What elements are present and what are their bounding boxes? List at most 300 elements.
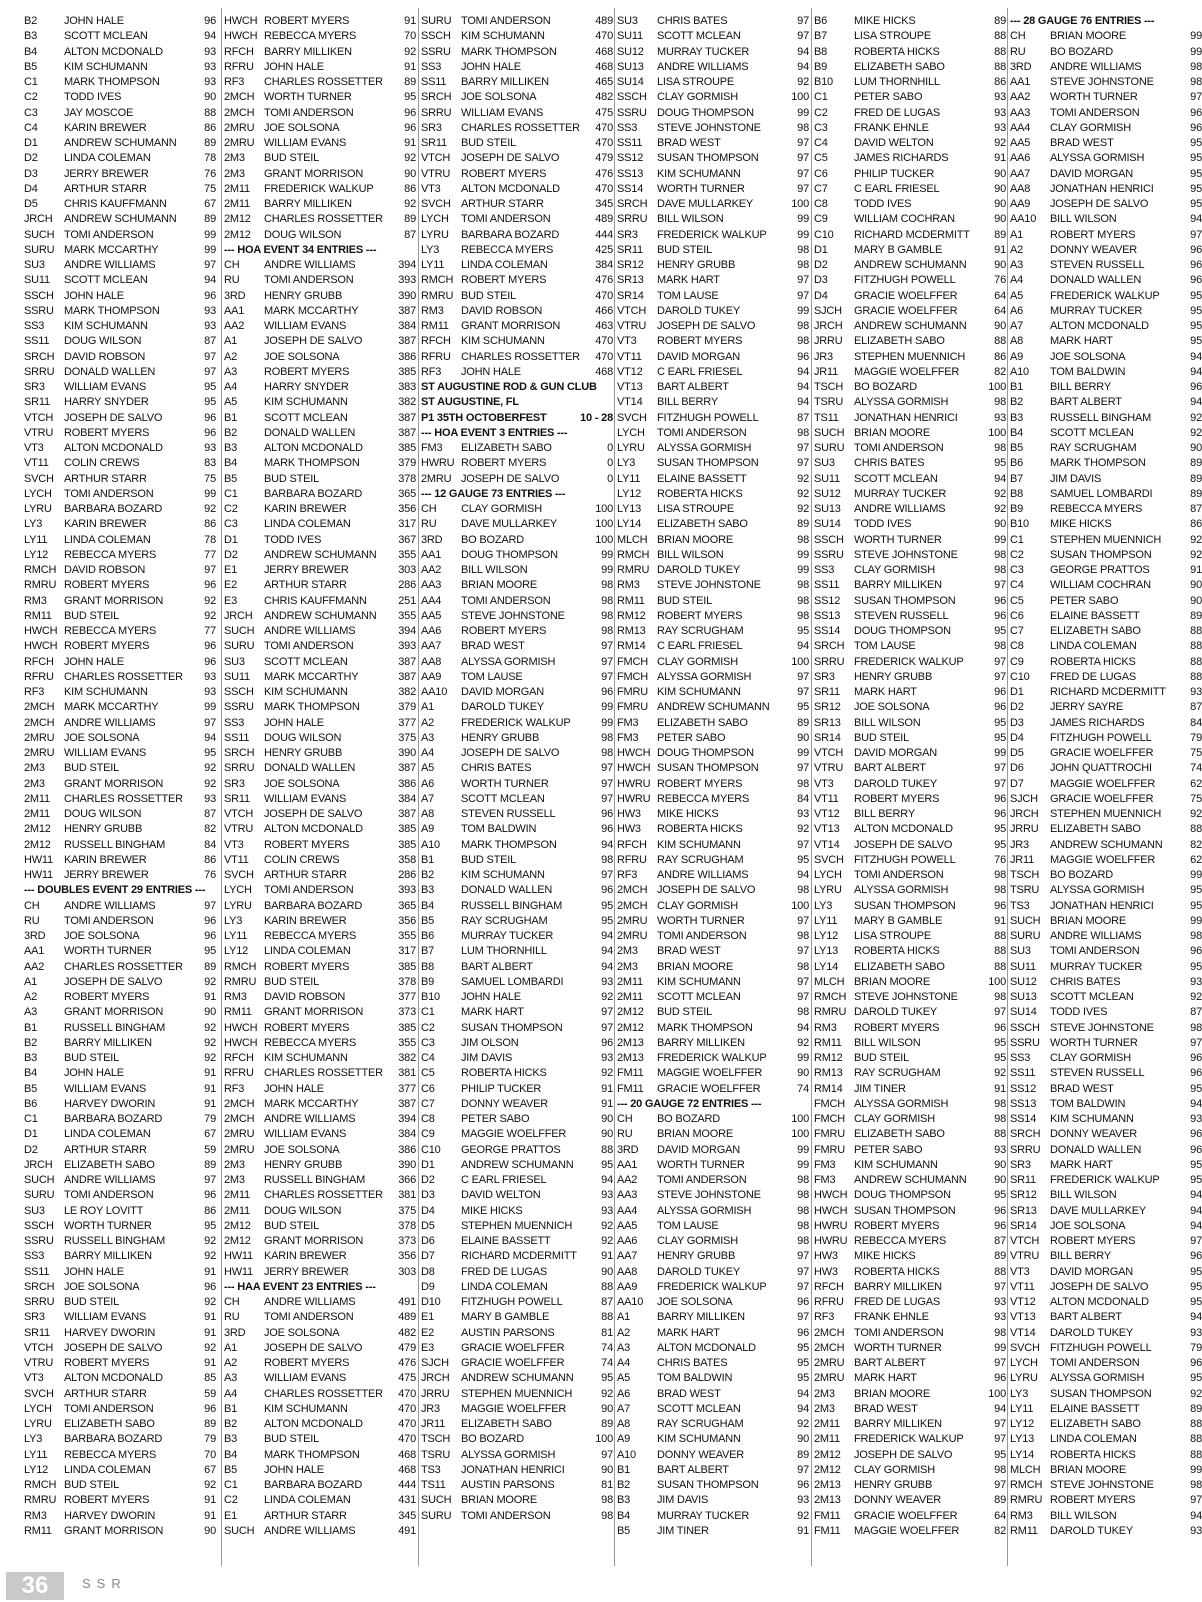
score: 476 — [398, 1357, 416, 1369]
result-row — [24, 472, 216, 487]
class-code: 2M3 — [24, 777, 45, 790]
shooter-name: KIM SCHUMANN — [461, 869, 545, 881]
result-row — [24, 1448, 216, 1463]
class-code: CH — [224, 1296, 240, 1308]
score: 98 — [797, 960, 809, 973]
shooter-name: ELIZABETH SABO — [657, 716, 748, 729]
class-code: D7 — [1010, 777, 1024, 790]
shooter-name: HENRY GRUBB — [657, 259, 736, 271]
score: 97 — [797, 167, 809, 180]
shooter-name: CHARLES ROSSETTER — [264, 213, 383, 226]
result-row — [1010, 975, 1202, 990]
class-code: SURU — [24, 1189, 55, 1202]
score: 96 — [601, 808, 613, 820]
shooter-name: BILL WILSON — [657, 548, 724, 561]
score: 62 — [1190, 777, 1202, 790]
result-row — [224, 45, 416, 60]
result-row — [1010, 761, 1202, 776]
score: 96 — [1190, 243, 1202, 256]
shooter-name: LINDA COLEMAN — [64, 1463, 151, 1476]
result-row — [814, 258, 1006, 273]
result-row — [1010, 533, 1202, 548]
result-row — [421, 1143, 613, 1158]
score: 468 — [398, 1448, 416, 1461]
class-code: A5 — [224, 396, 238, 409]
class-code: HWCH — [224, 1021, 258, 1034]
shooter-name: JOHN HALE — [64, 1265, 124, 1278]
result-row — [421, 182, 613, 197]
result-row — [617, 1310, 809, 1325]
result-row — [617, 136, 809, 151]
shooter-name: LINDA COLEMAN — [264, 945, 351, 958]
score: 378 — [398, 1219, 416, 1232]
result-row — [421, 883, 613, 898]
result-row — [421, 350, 613, 365]
class-code: SSCH — [24, 289, 54, 302]
result-row — [24, 243, 216, 258]
class-code: RM3 — [617, 579, 640, 592]
score: 86 — [1190, 518, 1202, 531]
score: 94 — [601, 1174, 613, 1186]
class-code: LY14 — [617, 518, 642, 531]
class-code: C5 — [1010, 594, 1024, 607]
class-code: SR11 — [617, 243, 643, 256]
score: 91 — [404, 15, 416, 27]
result-row — [421, 899, 613, 914]
result-row — [24, 441, 216, 456]
shooter-name: ROBERT MYERS — [461, 625, 547, 637]
score: 98 — [797, 1006, 809, 1019]
result-row — [421, 1280, 613, 1295]
result-row — [617, 975, 809, 990]
class-code: VT14 — [814, 838, 840, 851]
class-code: VT13 — [814, 823, 840, 836]
result-row — [24, 90, 216, 105]
result-row — [814, 1493, 1006, 1508]
result-row — [1010, 594, 1202, 609]
class-code: C4 — [814, 137, 828, 149]
class-code: FM3 — [617, 716, 639, 729]
shooter-name: BUD STEIL — [854, 731, 910, 744]
score: 475 — [595, 106, 613, 119]
class-code: RMRU — [617, 564, 650, 576]
score: 95 — [1190, 320, 1202, 332]
score: 92 — [994, 1067, 1006, 1080]
score: 379 — [398, 701, 416, 714]
class-code: LYRU — [421, 228, 449, 241]
shooter-name: KARIN BREWER — [64, 853, 147, 866]
class-code: D4 — [421, 1204, 435, 1217]
class-code: SU3 — [24, 259, 45, 271]
score: 95 — [1190, 884, 1202, 897]
result-row — [421, 700, 613, 715]
result-row — [814, 75, 1006, 90]
score: 355 — [398, 548, 416, 561]
class-code: A1 — [224, 335, 238, 348]
result-row — [1010, 883, 1202, 898]
result-row — [1010, 1127, 1202, 1142]
shooter-name: DAVID ROBSON — [64, 350, 146, 363]
class-code: B7 — [1010, 472, 1024, 485]
class-code: A9 — [1010, 350, 1024, 363]
class-code: C7 — [814, 182, 828, 195]
class-code: LYRU — [617, 442, 645, 454]
shooter-name: STEVEN RUSSELL — [461, 808, 556, 820]
shooter-name: LINDA COLEMAN — [461, 259, 548, 271]
class-code: 3RD — [1010, 60, 1032, 73]
score: 98 — [994, 1097, 1006, 1110]
shooter-name: ALYSSA GORMISH — [854, 884, 949, 897]
class-code: RU — [1010, 45, 1026, 58]
score: 355 — [398, 930, 416, 942]
class-code: SS3 — [24, 320, 45, 332]
result-row — [421, 1417, 613, 1432]
result-row — [617, 167, 809, 182]
shooter-name: SUSAN THOMPSON — [854, 899, 956, 912]
class-code: C9 — [1010, 655, 1024, 668]
shooter-name: LINDA COLEMAN — [461, 1280, 548, 1293]
class-code: AA2 — [224, 320, 245, 332]
shooter-name: FREDERICK WALKUP — [657, 1052, 767, 1064]
shooter-name: REBECCA MYERS — [264, 930, 357, 942]
shooter-name: SAMUEL LOMBARDI — [1050, 487, 1153, 500]
class-code: D1 — [24, 137, 38, 149]
result-row — [24, 1051, 216, 1066]
result-row — [1010, 151, 1202, 166]
shooter-name: STEPHEN MUENNICH — [461, 1387, 573, 1400]
class-code: RFRU — [617, 853, 647, 866]
score: 93 — [204, 320, 216, 332]
class-code: C8 — [1010, 640, 1024, 653]
class-code: C4 — [1010, 579, 1024, 592]
result-row — [224, 594, 416, 609]
class-code: RM3 — [814, 1021, 837, 1034]
shooter-name: ALYSSA GORMISH — [1050, 152, 1145, 165]
shooter-name: DONALD WALLEN — [1050, 274, 1142, 287]
score: 92 — [204, 503, 216, 515]
class-code: JRCH — [421, 1372, 450, 1385]
class-code: SURU — [24, 243, 55, 256]
class-code: SU11 — [24, 274, 50, 287]
result-row — [1010, 1173, 1202, 1188]
class-code: D3 — [24, 167, 38, 180]
class-code: SURU — [1010, 930, 1041, 942]
result-row — [24, 1310, 216, 1325]
score: 387 — [398, 426, 416, 439]
result-row — [421, 1127, 613, 1142]
shooter-name: TOMI ANDERSON — [64, 487, 154, 500]
shooter-name: TOMI ANDERSON — [854, 869, 944, 881]
shooter-name: STEPHEN MUENNICH — [1050, 808, 1162, 820]
shooter-name: JIM DAVIS — [657, 1494, 709, 1507]
score: 97 — [797, 457, 809, 470]
shooter-name: DAVID ROBSON — [64, 564, 146, 576]
result-row — [224, 1051, 416, 1066]
shooter-name: WILLIAM COCHRAN — [1050, 579, 1151, 592]
result-row — [617, 197, 809, 212]
score: 98 — [797, 777, 809, 790]
result-row — [24, 1066, 216, 1081]
class-code: C7 — [1010, 625, 1024, 637]
result-row — [814, 1280, 1006, 1295]
shooter-name: BO BOZARD — [1050, 45, 1113, 58]
result-row — [1010, 1265, 1202, 1280]
class-code: A2 — [617, 1326, 631, 1339]
score: 85 — [204, 1372, 216, 1385]
result-row — [617, 1387, 809, 1402]
result-row — [1010, 1112, 1202, 1127]
class-code: C10 — [1010, 670, 1030, 683]
score: 90 — [994, 167, 1006, 180]
shooter-name: JOSEPH DE SALVO — [461, 152, 560, 165]
result-row — [421, 304, 613, 319]
result-row — [1010, 990, 1202, 1005]
class-code: AA4 — [421, 594, 442, 607]
shooter-name: BARBARA BOZARD — [64, 1433, 163, 1446]
result-row — [617, 685, 809, 700]
result-row — [421, 624, 613, 639]
result-row — [224, 548, 416, 563]
score: 394 — [398, 625, 416, 637]
result-row — [617, 273, 809, 288]
result-row — [224, 853, 416, 868]
score: 98 — [797, 930, 809, 942]
shooter-name: RAY SCRUGHAM — [1050, 442, 1137, 454]
result-row — [617, 14, 809, 29]
class-code: RMCH — [617, 548, 650, 561]
shooter-name: CLAY GORMISH — [657, 1235, 738, 1247]
class-code: C10 — [421, 1143, 441, 1156]
shooter-name: DAVID MORGAN — [1050, 1265, 1133, 1278]
score: 378 — [398, 472, 416, 485]
shooter-name: KARIN BREWER — [64, 121, 147, 134]
class-code: D1 — [814, 243, 828, 256]
class-code: AA7 — [421, 640, 442, 653]
result-row — [224, 151, 416, 166]
class-code: HWCH — [224, 15, 258, 27]
class-code: SS14 — [1010, 1113, 1037, 1125]
shooter-name: ALTON MCDONALD — [64, 1372, 163, 1385]
shooter-name: PETER SABO — [461, 1113, 530, 1125]
shooter-name: TOMI ANDERSON — [1050, 106, 1140, 119]
shooter-name: MARK THOMPSON — [264, 701, 360, 714]
class-code: LY14 — [814, 960, 839, 973]
shooter-name: BUD STEIL — [264, 1433, 320, 1446]
score: 96 — [204, 655, 216, 668]
shooter-name: GRANT MORRISON — [264, 167, 364, 180]
class-code: LYCH — [24, 487, 52, 500]
score: 470 — [595, 350, 613, 363]
shooter-name: DAVID ROBSON — [461, 304, 543, 317]
shooter-name: BART ALBERT — [657, 1463, 729, 1476]
result-row — [617, 1036, 809, 1051]
score: 470 — [595, 137, 613, 149]
shooter-name: DAROLD TUKEY — [657, 304, 740, 317]
score: 97 — [601, 792, 613, 805]
shooter-name: SCOTT MCLEAN — [657, 991, 741, 1003]
shooter-name: JOSEPH DE SALVO — [64, 411, 163, 424]
class-code: SSCH — [617, 91, 647, 104]
class-code: A7 — [617, 1402, 631, 1415]
class-code: LY11 — [814, 914, 838, 927]
result-row — [421, 1356, 613, 1371]
shooter-name: ALTON MCDONALD — [264, 823, 363, 836]
result-row — [224, 822, 416, 837]
class-code: 2MCH — [224, 1097, 255, 1110]
class-code: AA2 — [617, 1174, 638, 1186]
score: 67 — [204, 1463, 216, 1476]
shooter-name: ANDREW SCHUMANN — [264, 548, 377, 561]
result-row — [224, 1005, 416, 1020]
class-code: VTCH — [421, 152, 451, 165]
class-code: AA10 — [1010, 213, 1037, 226]
result-row — [814, 289, 1006, 304]
class-code: TS11 — [421, 1479, 446, 1491]
class-code: AA1 — [224, 304, 245, 317]
class-code: SU14 — [617, 76, 644, 88]
class-code: JRRU — [814, 335, 843, 348]
result-row — [224, 899, 416, 914]
class-code: SJCH — [1010, 792, 1038, 805]
score: 489 — [398, 1311, 416, 1324]
class-code: 2M13 — [617, 1052, 644, 1064]
shooter-name: LISA STROUPE — [657, 76, 735, 88]
score: 84 — [797, 792, 809, 805]
score: 64 — [994, 304, 1006, 317]
shooter-name: JOHN HALE — [64, 1067, 124, 1080]
score: 365 — [398, 899, 416, 912]
result-row — [1010, 45, 1202, 60]
score: 93 — [994, 411, 1006, 424]
result-row — [617, 670, 809, 685]
shooter-name: RUSSELL BINGHAM — [64, 1021, 166, 1034]
score: 89 — [404, 76, 416, 88]
score: 286 — [398, 579, 416, 592]
class-code: LYRU — [814, 884, 842, 897]
result-row — [224, 777, 416, 792]
score: 98 — [601, 1509, 613, 1522]
result-row — [224, 14, 416, 29]
result-row — [224, 1448, 416, 1463]
class-code: A10 — [1010, 365, 1029, 378]
shooter-name: ROBERT MYERS — [264, 838, 350, 851]
class-code: FMRU — [617, 701, 648, 714]
result-row — [421, 1188, 613, 1203]
score: 92 — [204, 1341, 216, 1354]
score: 90 — [601, 1402, 613, 1415]
score: 96 — [994, 792, 1006, 805]
result-row — [24, 121, 216, 136]
class-code: 2MRU — [224, 121, 255, 134]
shooter-name: WORTH TURNER — [461, 777, 549, 790]
result-row — [814, 822, 1006, 837]
result-row — [617, 411, 809, 426]
result-row — [421, 29, 613, 44]
shooter-name: DAROLD TUKEY — [1050, 1524, 1133, 1537]
score: 95 — [1190, 1296, 1202, 1308]
score: 373 — [398, 1006, 416, 1019]
score: 95 — [1190, 198, 1202, 210]
result-row — [224, 197, 416, 212]
shooter-name: ANDRE WILLIAMS — [854, 503, 946, 515]
shooter-name: KIM SCHUMANN — [264, 396, 348, 409]
shooter-name: ANDREW SCHUMANN — [461, 1372, 574, 1385]
result-row — [24, 45, 216, 60]
score: 88 — [1190, 1418, 1202, 1430]
class-code: B4 — [224, 1448, 238, 1461]
score: 97 — [601, 777, 613, 790]
shooter-name: BARBARA BOZARD — [264, 899, 363, 912]
result-row — [814, 1158, 1006, 1173]
class-code: B4 — [617, 1509, 631, 1522]
class-code: C9 — [814, 213, 828, 226]
shooter-name: JOE SOLSONA — [64, 1280, 140, 1293]
result-row — [421, 1402, 613, 1417]
class-code: B5 — [421, 914, 435, 927]
shooter-name: ELIZABETH SABO — [1050, 625, 1141, 637]
score: 96 — [204, 411, 216, 424]
result-row — [617, 990, 809, 1005]
shooter-name: SUSAN THOMPSON — [1050, 548, 1152, 561]
class-code: B9 — [1010, 503, 1024, 515]
class-code: RF3 — [24, 686, 45, 698]
class-code: FMCH — [617, 670, 648, 683]
result-row — [814, 45, 1006, 60]
score: 95 — [601, 1372, 613, 1385]
shooter-name: MAGGIE WOELFFER — [1050, 777, 1156, 790]
class-code: AA8 — [617, 1265, 638, 1278]
shooter-name: BILL WILSON — [657, 213, 724, 226]
score: 93 — [204, 304, 216, 317]
result-row — [617, 304, 809, 319]
result-row — [814, 1249, 1006, 1264]
class-code: RM11 — [24, 1524, 52, 1537]
shooter-name: GRANT MORRISON — [64, 777, 164, 790]
shooter-name: BRIAN MOORE — [657, 533, 734, 546]
class-code: LY3 — [814, 899, 833, 912]
section-header — [24, 883, 216, 898]
shooter-name: HARRY SNYDER — [64, 396, 149, 409]
score: 99 — [797, 564, 809, 576]
shooter-name: ROBERT MYERS — [64, 579, 150, 592]
shooter-name: HENRY GRUBB — [264, 1158, 343, 1171]
shooter-name: STEVE JOHNSTONE — [461, 609, 565, 622]
shooter-name: ROBERT MYERS — [461, 457, 547, 470]
shooter-name: BART ALBERT — [1050, 1311, 1122, 1324]
class-code: SR13 — [814, 716, 841, 729]
score: 99 — [204, 243, 216, 256]
result-row — [224, 1387, 416, 1402]
class-code: B6 — [421, 930, 435, 942]
class-code: VTCH — [24, 1341, 54, 1354]
shooter-name: TODD IVES — [854, 198, 912, 210]
class-code: A5 — [617, 1372, 631, 1385]
section-header-text: ST AUGUSTINE, FL — [421, 396, 519, 409]
class-code: VTRU — [1010, 1250, 1040, 1263]
score: 88 — [601, 1280, 613, 1293]
shooter-name: SCOTT MCLEAN — [264, 655, 348, 668]
score: 91 — [204, 1509, 216, 1522]
shooter-name: CHARLES ROSSETTER — [264, 1387, 383, 1400]
class-code: AA2 — [24, 960, 45, 973]
result-row — [421, 1066, 613, 1081]
class-code: C6 — [814, 167, 828, 180]
result-row — [1010, 60, 1202, 75]
score: 100 — [791, 1128, 809, 1141]
class-code: JR3 — [421, 1402, 440, 1415]
result-row — [814, 228, 1006, 243]
shooter-name: DONNY WEAVER — [1050, 243, 1138, 256]
